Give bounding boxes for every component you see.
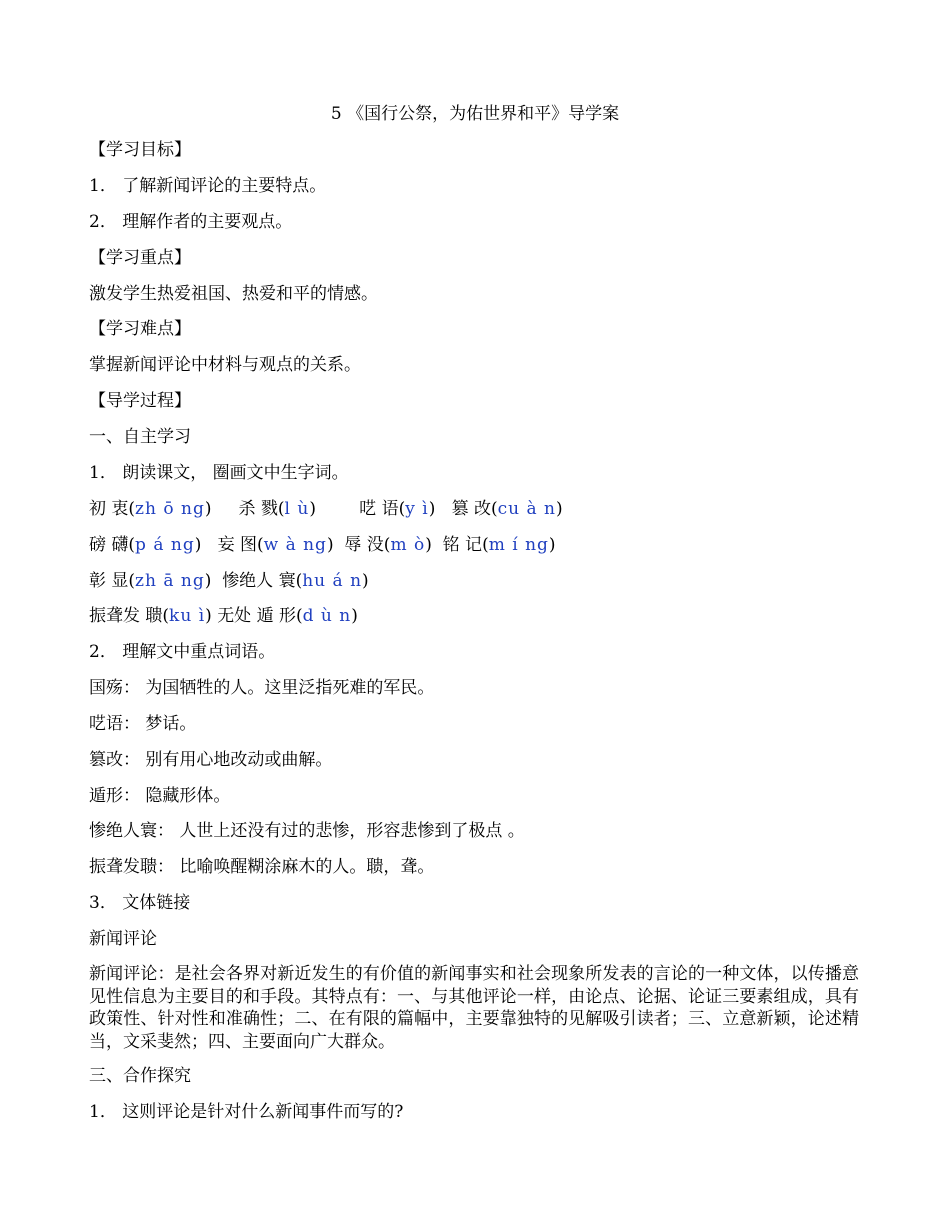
vocab-word: 无处 遁 形	[217, 606, 296, 626]
heading-difficulties: 【学习难点】	[89, 319, 191, 339]
pinyin: hu á n	[302, 571, 363, 591]
section-self-study: 一、自主学习	[89, 427, 191, 447]
goal-item-2: 2． 理解作者的主要观点。	[89, 212, 293, 232]
vocab-row-2: 磅 礴(p á ng) 妄 图(w à ng) 辱 没(m ò) 铭 记(m í ng)	[89, 535, 556, 555]
heading-key-points: 【学习重点】	[89, 248, 191, 268]
vocab-row-4: 振聋发 聩(ku ì) 无处 遁 形(d ù n)	[89, 606, 358, 626]
vocab-word: 振聋发 聩	[89, 606, 163, 626]
pinyin: p á ng	[135, 535, 195, 555]
definition-dunxing: 遁形： 隐藏形体。	[89, 786, 231, 806]
vocab-word: 辱 没	[344, 535, 384, 555]
pinyin: w à ng	[263, 535, 327, 555]
vocab-word: 惨绝人 寰	[222, 571, 296, 591]
vocab-row-3: 彰 显(zh ā ng) 惨绝人 寰(hu á n)	[89, 571, 369, 591]
key-point-text: 激发学生热爱祖国、热爱和平的情感。	[89, 284, 378, 304]
genre-heading: 新闻评论	[89, 929, 157, 949]
vocab-row-1: 初 衷(zh ō ng) 杀 戮(l ù) 呓 语(y ì) 篡 改(cu à n)	[89, 499, 563, 519]
vocab-word: 妄 图	[217, 535, 257, 555]
vocab-word: 铭 记	[442, 535, 483, 555]
genre-description: 新闻评论：是社会各界对新近发生的有价值的新闻事实和社会现象所发表的言论的一种文体，以传播意见性信息为主要目的和手段。其特点有：一、与其他评论一样，由论点、论据、论证三要素组成，具有政策性、针对性和准确性；二、在有限的篇幅中，主要靠独特的见解吸引读者；三、立意新颖，论述精当，文采斐然；四、主要面向广大群众。	[89, 964, 859, 1052]
vocab-word: 磅 礴	[89, 535, 129, 555]
heading-learning-goals: 【学习目标】	[89, 140, 191, 160]
definition-yiyu: 呓语： 梦话。	[89, 714, 197, 734]
pinyin: ku ì	[169, 606, 206, 626]
task-read-aloud: 1． 朗读课文， 圈画文中生字词。	[89, 463, 349, 483]
pinyin: zh ō ng	[135, 499, 205, 519]
definition-cuangai: 篡改： 别有用心地改动或曲解。	[89, 750, 333, 770]
definition-zhenlongfakui: 振聋发聩： 比喻唤醒糊涂麻木的人。聩，聋。	[89, 857, 435, 877]
vocab-word: 初 衷	[89, 499, 129, 519]
vocab-word: 呓 语	[359, 499, 399, 519]
pinyin: y ì	[405, 499, 429, 519]
pinyin: m í ng	[488, 535, 549, 555]
goal-item-1: 1． 了解新闻评论的主要特点。	[89, 176, 327, 196]
difficulty-text: 掌握新闻评论中材料与观点的关系。	[89, 355, 361, 375]
section-cooperative-inquiry: 三、合作探究	[89, 1066, 191, 1086]
task-key-words: 2． 理解文中重点词语。	[89, 642, 276, 662]
vocab-word: 篡 改	[451, 499, 491, 519]
definition-canjuerenhuan: 惨绝人寰： 人世上还没有过的悲惨，形容悲惨到了极点 。	[89, 821, 525, 841]
pinyin: cu à n	[497, 499, 556, 519]
definition-guoshang: 国殇： 为国牺牲的人。这里泛指死难的军民。	[89, 678, 435, 698]
pinyin: zh ā ng	[135, 571, 205, 591]
inquiry-question-1: 1． 这则评论是针对什么新闻事件而写的?	[89, 1102, 404, 1122]
task-genre-link: 3． 文体链接	[89, 893, 191, 913]
pinyin: m ò	[390, 535, 426, 555]
heading-guided-process: 【导学过程】	[89, 391, 191, 411]
document-title: 5 《国行公祭，为佑世界和平》导学案	[330, 104, 620, 124]
vocab-word: 彰 显	[89, 571, 129, 591]
pinyin: d ù n	[302, 606, 352, 626]
vocab-word: 杀 戮	[238, 499, 278, 519]
pinyin: l ù	[284, 499, 310, 519]
